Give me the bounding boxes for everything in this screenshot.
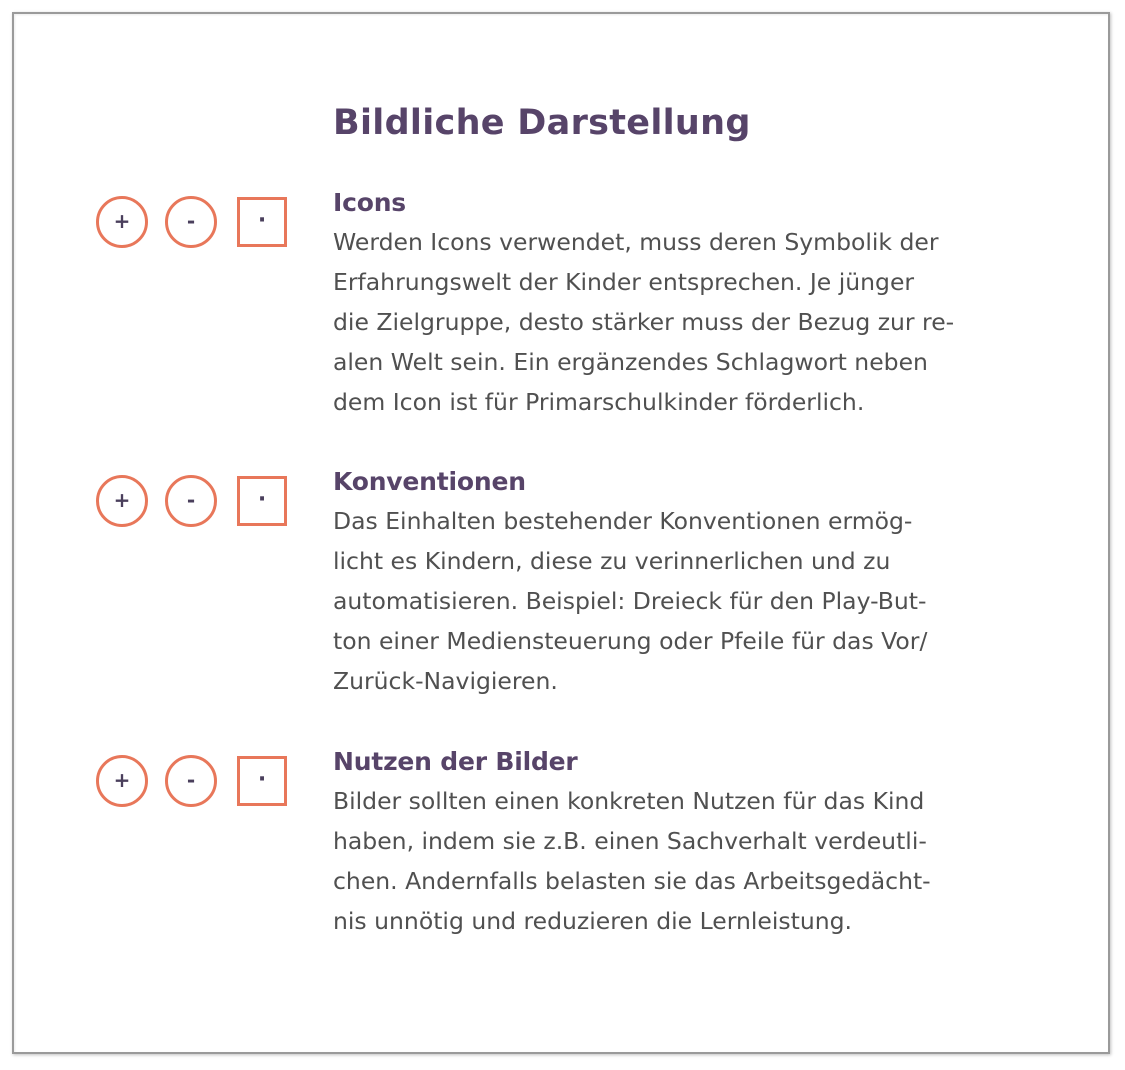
plus-glyph: + [113, 488, 131, 512]
plus-glyph: + [113, 209, 131, 233]
minus-glyph: - [186, 488, 196, 512]
dot-glyph: · [257, 208, 267, 233]
body-line: automatisieren. Beispiel: Dreieck für den Play-But- [333, 587, 927, 615]
body-line: ton einer Mediensteuerung oder Pfeile für das Vor/ [333, 627, 928, 655]
minus-circle-icon [165, 196, 217, 248]
section-content [333, 184, 1023, 422]
plus-circle-icon [96, 475, 148, 527]
minus-glyph: - [186, 209, 196, 233]
body-line: Zurück-Navigieren. [333, 667, 558, 695]
dot-glyph: · [257, 487, 267, 512]
body-line: alen Welt sein. Ein ergänzendes Schlagwort neben [333, 348, 928, 376]
section-heading: Konventionen [333, 467, 526, 496]
section-content [333, 463, 1023, 701]
body-line: Erfahrungswelt der Kinder entsprechen. Je jünger [333, 268, 915, 296]
body-line: licht es Kindern, diese zu verinnerlichen und zu [333, 547, 891, 575]
dot-glyph: · [257, 767, 267, 792]
page-title: Bildliche Darstellung [333, 103, 751, 143]
body-line: Bilder sollten einen konkreten Nutzen für das Kind [333, 787, 925, 815]
plus-circle-icon [96, 755, 148, 807]
body-line: dem Icon ist für Primarschulkinder förderlich. [333, 388, 865, 416]
section-content [333, 743, 1023, 941]
dot-square-icon [237, 197, 287, 247]
icon-group [96, 196, 287, 248]
body-line: chen. Andernfalls belasten sie das Arbeitsgedächt- [333, 867, 931, 895]
minus-circle-icon [165, 475, 217, 527]
body-line: Das Einhalten bestehender Konventionen ermög- [333, 507, 913, 535]
body-line: nis unnötig und reduzieren die Lernleistung. [333, 907, 853, 935]
minus-glyph: - [186, 768, 196, 792]
body-line: haben, indem sie z.B. einen Sachverhalt verdeutli- [333, 827, 927, 855]
section-body [333, 781, 1023, 941]
section-body [333, 501, 1023, 701]
plus-glyph: + [113, 768, 131, 792]
section-heading: Icons [333, 188, 406, 217]
icon-group [96, 475, 287, 527]
plus-circle-icon [96, 196, 148, 248]
dot-square-icon [237, 756, 287, 806]
minus-circle-icon [165, 755, 217, 807]
body-line: Werden Icons verwendet, muss deren Symbolik der [333, 228, 939, 256]
body-line: die Zielgruppe, desto stärker muss der Bezug zur re- [333, 308, 955, 336]
section-body [333, 222, 1023, 422]
dot-square-icon [237, 476, 287, 526]
icon-group [96, 755, 287, 807]
section-heading: Nutzen der Bilder [333, 747, 578, 776]
